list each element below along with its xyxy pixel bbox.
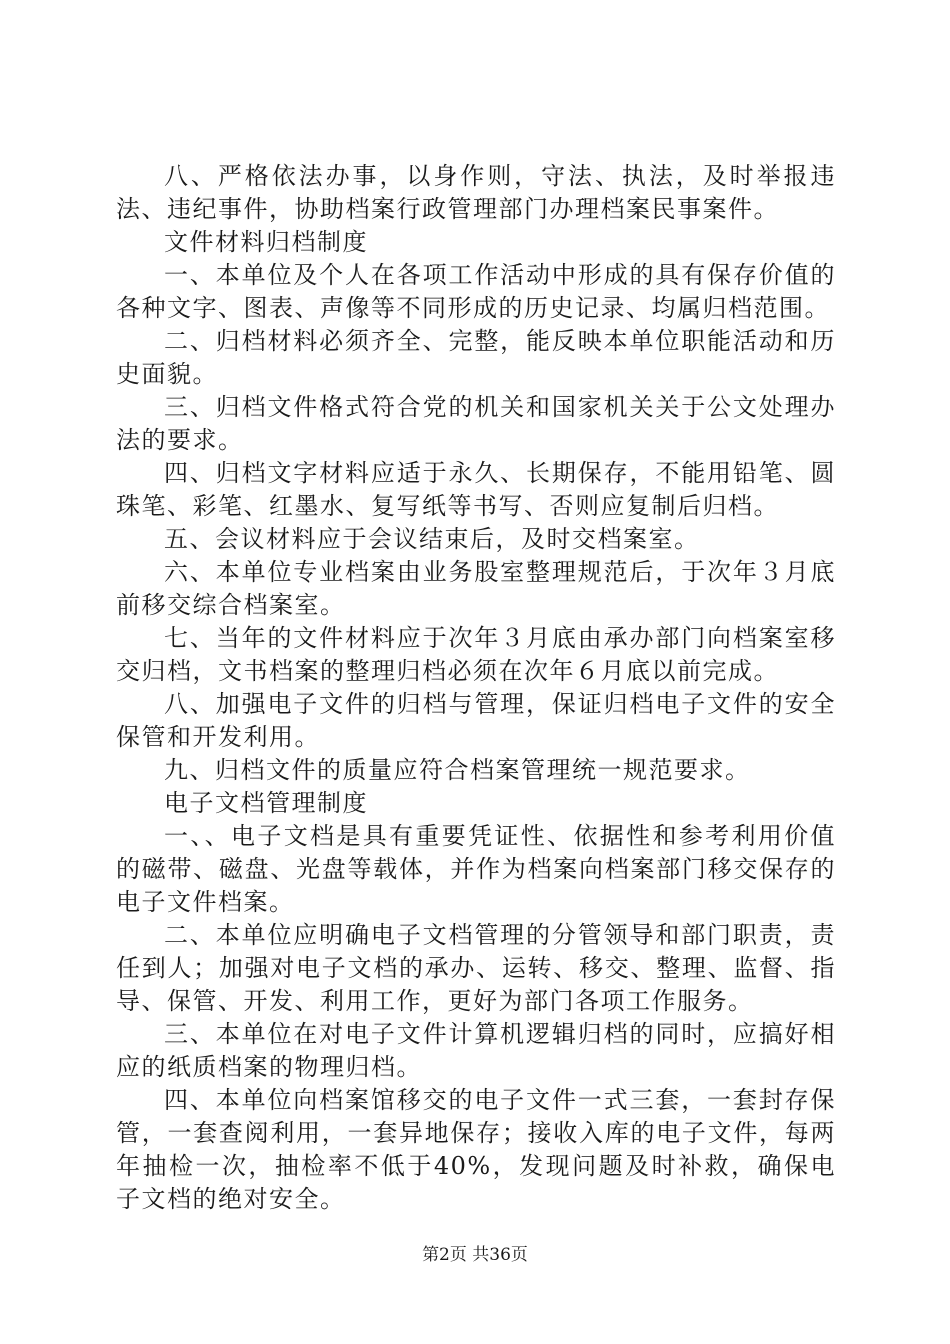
paragraph-archiving-9: 九、归档文件的质量应符合档案管理统一规范要求。 xyxy=(164,756,751,784)
page-number-footer: 第2页 共36页 xyxy=(422,1245,528,1265)
paragraph-archiving-6: 六、本单位专业档案由业务股室整理规范后，于次年３月底前移交综合档案室。 xyxy=(116,558,836,619)
paragraph-archiving-3: 三、归档文件格式符合党的机关和国家机关关于公文处理办法的要求。 xyxy=(116,393,836,454)
paragraph-electronic-4: 四、本单位向档案馆移交的电子文件一式三套，一套封存保管，一套查阅利用，一套异地保存；接收入库的电子文件，每两年抽检一次，抽检率不低于40%，发现问题及时补救，确保电子文档的绝对安全。 xyxy=(116,1086,836,1213)
section-heading-electronic: 电子文档管理制度 xyxy=(164,789,368,817)
section-heading-archiving: 文件材料归档制度 xyxy=(164,228,368,256)
paragraph-electronic-1: 一、、电子文档是具有重要凭证性、依据性和参考利用价值的磁带、磁盘、光盘等载体，并作为档案向档案部门移交保存的电子文件档案。 xyxy=(116,822,836,916)
paragraph-archiving-8: 八、加强电子文件的归档与管理，保证归档电子文件的安全保管和开发利用。 xyxy=(116,690,836,751)
paragraph-electronic-2: 二、本单位应明确电子文档管理的分管领导和部门职责，责任到人；加强对电子文档的承办、运转、移交、整理、监督、指导、保管、开发、利用工作，更好为部门各项工作服务。 xyxy=(116,921,836,1015)
paragraph-archiving-2: 二、归档材料必须齐全、完整，能反映本单位职能活动和历史面貌。 xyxy=(116,327,836,388)
paragraph-electronic-3: 三、本单位在对电子文件计算机逻辑归档的同时，应搞好相应的纸质档案的物理归档。 xyxy=(116,1020,836,1081)
document-body xyxy=(116,160,836,1216)
paragraph-archiving-4: 四、归档文字材料应适于永久、长期保存，不能用铅笔、圆珠笔、彩笔、红墨水、复写纸等书写、否则应复制后归档。 xyxy=(116,459,836,520)
paragraph-article-8-law: 八、严格依法办事，以身作则，守法、执法，及时举报违法、违纪事件，协助档案行政管理部门办理档案民事案件。 xyxy=(116,162,836,223)
paragraph-archiving-7: 七、当年的文件材料应于次年３月底由承办部门向档案室移交归档，文书档案的整理归档必须在次年６月底以前完成。 xyxy=(116,624,836,685)
paragraph-archiving-1: 一、本单位及个人在各项工作活动中形成的具有保存价值的各种文字、图表、声像等不同形成的历史记录、均属归档范围。 xyxy=(116,261,836,322)
paragraph-archiving-5: 五、会议材料应于会议结束后，及时交档案室。 xyxy=(164,525,700,553)
